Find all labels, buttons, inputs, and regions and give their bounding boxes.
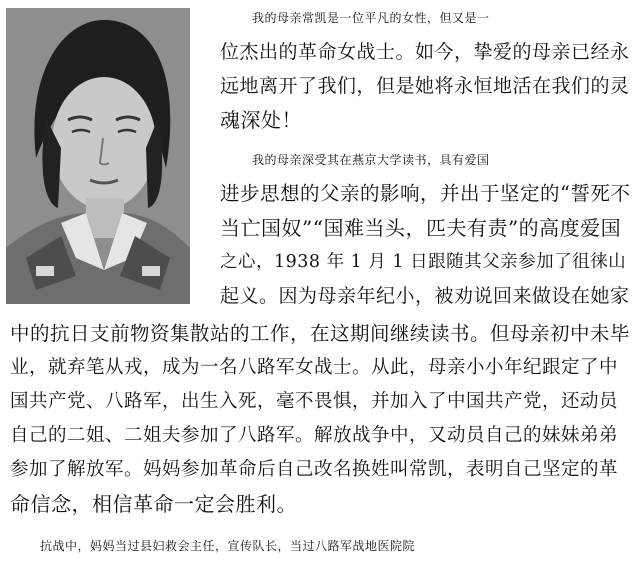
text-line-10: 中的抗日支前物资集散站的工作，在这期间继续读书。但母亲初中未毕 [10, 322, 631, 345]
text-line-6: 进步思想的父亲的影响，并出于坚定的“誓死不 [220, 182, 631, 205]
text-line-2: 位杰出的革命女战士。如今，挚爱的母亲已经永 [220, 41, 630, 63]
portrait-photo [6, 8, 190, 304]
text-line-9: 起义。因为母亲年纪小，被劝说回来做设在她家 [220, 285, 630, 307]
text-line-16: 抗战中，妈妈当过县妇救会主任，宣传队长，当过八路军战地医院院 [40, 539, 416, 553]
text-line-12: 国共产党、八路军，出生入死，毫不畏惧，并加入了中国共产党，还动员 [10, 391, 619, 412]
text-line-14: 参加了解放军。妈妈参加革命后自己改名换姓叫常凯，表明自己坚定的革 [10, 459, 619, 480]
text-line-13: 自己的二姐、二姐夫参加了八路军。解放战争中，又动员自己的妹妹弟弟 [10, 425, 619, 446]
text-line-4: 魂深处！ [220, 108, 302, 132]
portrait-photo-drawing [6, 8, 190, 304]
text-line-3: 远地离开了我们，但是她将永恒地活在我们的灵 [220, 75, 630, 97]
text-line-8: 之心，1938 年 1 月 1 日跟随其父亲参加了徂徕山 [220, 252, 627, 272]
text-line-5: 我的母亲深受其在燕京大学读书，具有爱国 [252, 153, 490, 167]
text-line-7: 当亡国奴”“国难当头，匹夫有责”的高度爱国 [220, 216, 622, 240]
text-line-15: 命信念，相信革命一定会胜利。 [10, 492, 297, 516]
text-line-11: 业，就弃笔从戎，成为一名八路军女战士。从此，母亲小小年纪跟定了中 [10, 357, 619, 378]
text-line-1: 我的母亲常凯是一位平凡的女性，但又是一 [252, 11, 490, 25]
